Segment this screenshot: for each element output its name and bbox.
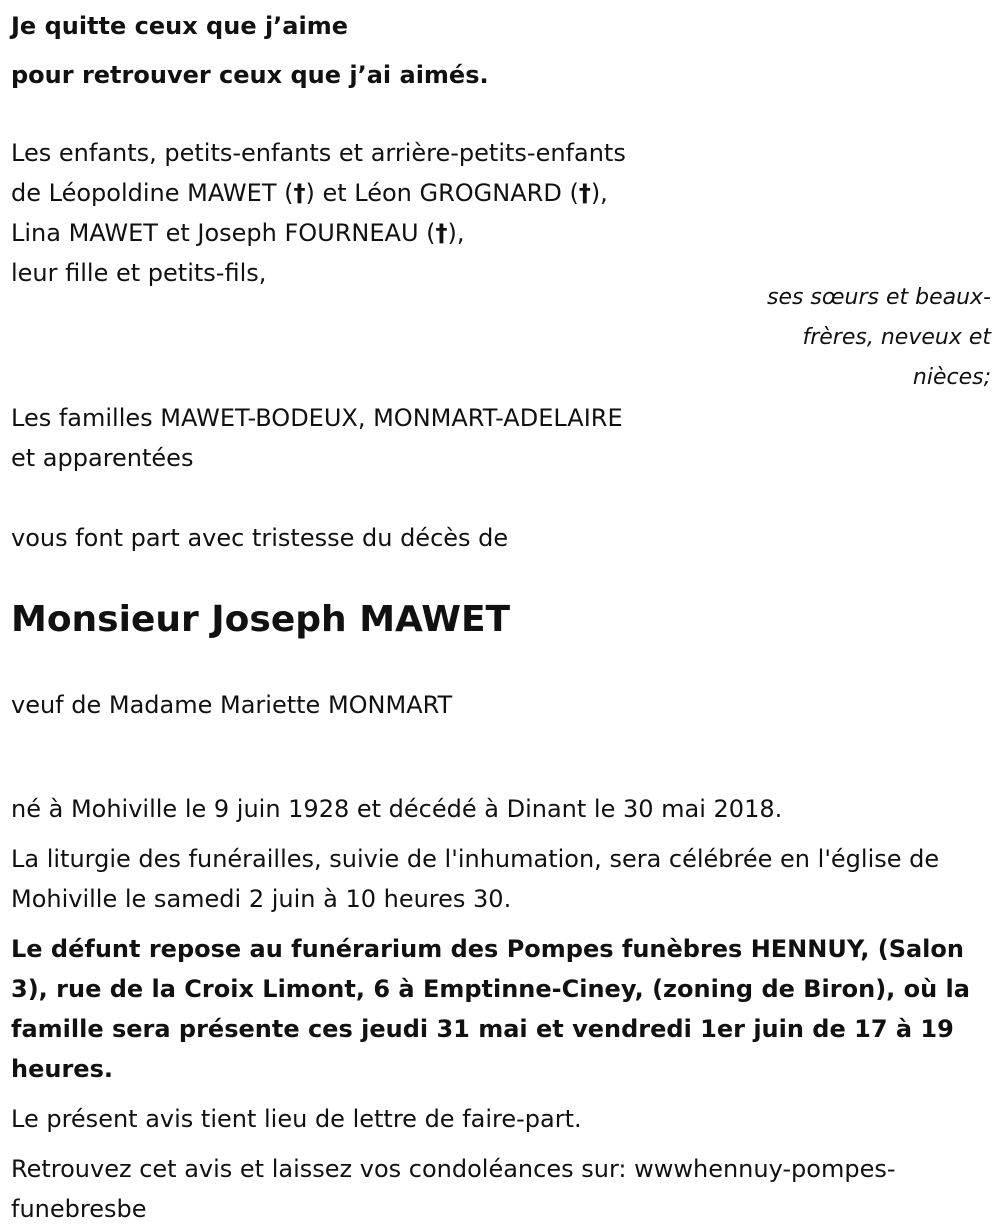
birth-death-text: né à Mohiville le 9 juin 1928 et décédé à Dinant le 30 mai 2018. (11, 795, 783, 823)
families-line-2: et apparentées (11, 444, 194, 472)
family-line-3-pre: Lina MAWET et Joseph FOURNEAU ( (11, 219, 436, 247)
quote-line-1: Je quitte ceux que j’aime (11, 12, 349, 40)
family-line-4: leur fille et petits-fils, (11, 259, 267, 287)
family-line-2-pre: de Léopoldine MAWET ( (11, 179, 294, 207)
family-line-3-post: ), (447, 219, 465, 247)
family-line-2-post: ), (590, 179, 608, 207)
family-line-2 (11, 173, 626, 213)
liturgy-text: La liturgie des funérailles, suivie de l'inhumation, sera célébrée en l'église de Mohiville le samedi 2 juin à 10 heures 30. (11, 845, 940, 913)
online-condolences-text: Retrouvez cet avis et laissez vos condoléances sur: wwwhennuy-pompes-funebresbe (11, 1155, 896, 1223)
family-line-3 (11, 213, 626, 253)
siblings-block (731, 278, 991, 398)
cross-icon: † (578, 179, 591, 207)
siblings-line-2: frères, neveux et (802, 325, 991, 350)
deceased-name: Monsieur Joseph MAWET (11, 599, 511, 640)
announce-text: vous font part avec tristesse du décès de (11, 524, 509, 552)
families-block (11, 398, 623, 478)
siblings-line-1: ses sœurs et beaux- (766, 285, 991, 310)
lettre-text: Le présent avis tient lieu de lettre de faire-part. (11, 1105, 582, 1133)
cross-icon: † (293, 179, 306, 207)
quote-line-2: pour retrouver ceux que j’ai aimés. (11, 61, 489, 89)
siblings-line-3: nièces; (912, 365, 991, 390)
family-block (11, 133, 626, 293)
family-line-2-mid: ) et Léon GROGNARD ( (305, 179, 579, 207)
funerarium-text: Le défunt repose au funérarium des Pompes funèbres HENNUY, (Salon 3), rue de la Croix Limont, 6 à Emptinne-Ciney, (zoning de Biron), où la famille sera présente ces jeudi 31 mai et vendredi 1er juin de 17 à 19 heures. (11, 935, 970, 1083)
families-line-1: Les familles MAWET-BODEUX, MONMART-ADELAIRE (11, 404, 623, 432)
cross-icon: † (435, 219, 448, 247)
widow-of-text: veuf de Madame Mariette MONMART (11, 691, 453, 719)
family-line-1: Les enfants, petits-enfants et arrière-petits-enfants (11, 139, 626, 167)
